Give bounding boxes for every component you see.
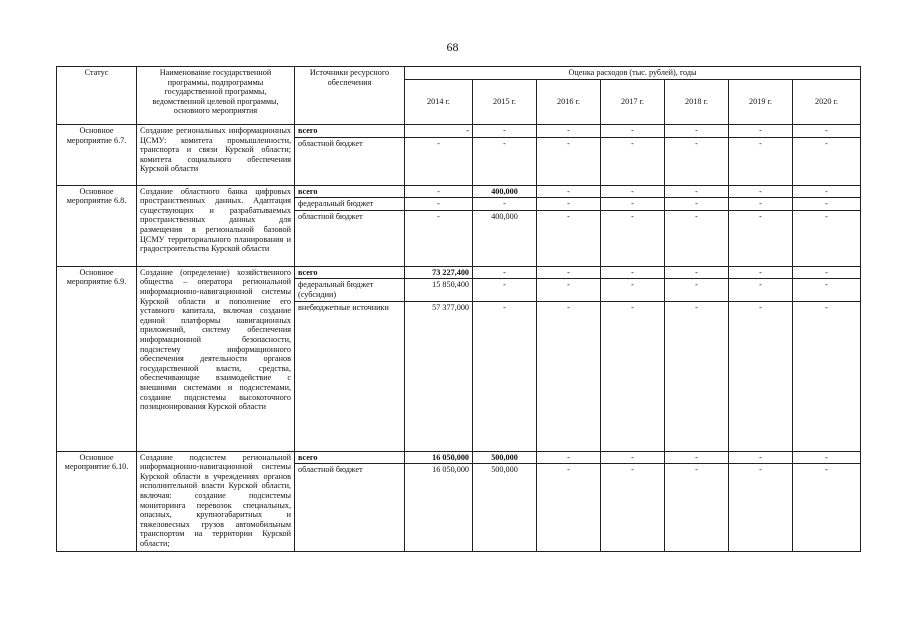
- value-cell: -: [601, 464, 665, 552]
- value-cell: -: [665, 464, 729, 552]
- value-cell: -: [405, 125, 473, 138]
- row-source: всего: [295, 185, 405, 198]
- header-year: 2020 г.: [793, 80, 861, 125]
- value-cell: -: [793, 279, 861, 301]
- value-cell: -: [665, 301, 729, 451]
- table-row: [57, 266, 861, 279]
- row-status: Основное мероприятие 6.8.: [57, 185, 137, 266]
- value-cell: -: [665, 137, 729, 185]
- value-cell: 400,000: [473, 210, 537, 266]
- value-cell: -: [537, 198, 601, 211]
- table-row: [57, 451, 861, 464]
- header-year: 2019 г.: [729, 80, 793, 125]
- value-cell: -: [473, 125, 537, 138]
- value-cell: -: [601, 301, 665, 451]
- value-cell: -: [601, 185, 665, 198]
- table-row: [57, 125, 861, 138]
- value-cell: -: [729, 451, 793, 464]
- row-source: областной бюджет: [295, 210, 405, 266]
- value-cell: 57 377,000: [405, 301, 473, 451]
- row-status: Основное мероприятие 6.10.: [57, 451, 137, 552]
- value-cell: -: [729, 185, 793, 198]
- row-source: внебюджетные источники: [295, 301, 405, 451]
- value-cell: -: [793, 185, 861, 198]
- header-status: Статус: [57, 67, 137, 125]
- value-cell: -: [665, 198, 729, 211]
- value-cell: -: [537, 266, 601, 279]
- header-year: 2015 г.: [473, 80, 537, 125]
- value-cell: 500,000: [473, 464, 537, 552]
- header-year: 2017 г.: [601, 80, 665, 125]
- value-cell: -: [405, 185, 473, 198]
- value-cell: -: [537, 137, 601, 185]
- value-cell: -: [729, 279, 793, 301]
- value-cell: -: [405, 137, 473, 185]
- row-source: всего: [295, 266, 405, 279]
- value-cell: -: [793, 137, 861, 185]
- value-cell: -: [601, 125, 665, 138]
- value-cell: -: [537, 125, 601, 138]
- value-cell: -: [729, 198, 793, 211]
- value-cell: -: [793, 198, 861, 211]
- value-cell: -: [601, 198, 665, 211]
- value-cell: 15 850,400: [405, 279, 473, 301]
- value-cell: -: [793, 266, 861, 279]
- row-source: областной бюджет: [295, 464, 405, 552]
- value-cell: -: [537, 279, 601, 301]
- value-cell: -: [793, 125, 861, 138]
- value-cell: -: [405, 210, 473, 266]
- value-cell: -: [473, 279, 537, 301]
- value-cell: -: [601, 137, 665, 185]
- row-name: Создание областного банка цифровых пространственных данных. Адаптация существующих и разрабатываемых пространственных данных для размещения в региональной базовой ЦСМУ территориального планирования и градостроительства Курской области: [137, 185, 295, 266]
- value-cell: -: [537, 464, 601, 552]
- row-name: Создание подсистем региональной информационно-навигационной системы Курской области в учреждениях органов исполнительной власти Курской области, включая: создание подсистемы мониторинга перевозок специальных, опасных, крупногабаритных и тяжеловесных грузов автомобильным транспортом на территории Курской области;: [137, 451, 295, 552]
- value-cell: -: [665, 185, 729, 198]
- value-cell: 500,000: [473, 451, 537, 464]
- row-source: федеральный бюджет: [295, 198, 405, 211]
- value-cell: -: [473, 137, 537, 185]
- header-year: 2014 г.: [405, 80, 473, 125]
- value-cell: -: [729, 464, 793, 552]
- header-estimate: Оценка расходов (тыс. рублей), годы: [405, 67, 861, 80]
- value-cell: -: [537, 301, 601, 451]
- value-cell: -: [665, 266, 729, 279]
- value-cell: -: [601, 279, 665, 301]
- row-status: Основное мероприятие 6.7.: [57, 125, 137, 186]
- header-year: 2016 г.: [537, 80, 601, 125]
- value-cell: -: [473, 266, 537, 279]
- row-status: Основное мероприятие 6.9.: [57, 266, 137, 451]
- value-cell: -: [601, 210, 665, 266]
- header-year: 2018 г.: [665, 80, 729, 125]
- value-cell: -: [793, 464, 861, 552]
- value-cell: 73 227,400: [405, 266, 473, 279]
- value-cell: -: [537, 210, 601, 266]
- header-name: Наименование государственной программы, подпрограммы государственной программы, ведомственной целевой программы, основного мероприятия: [137, 67, 295, 125]
- value-cell: -: [729, 137, 793, 185]
- value-cell: -: [793, 301, 861, 451]
- value-cell: -: [729, 125, 793, 138]
- row-name: Создание (определение) хозяйственного общества – оператора региональной информационно-навигационной системы Курской области и пополнение его уставного капитала, включая создание единой платформы навигационных приложений, систему обеспечения информационной безопасности, подсистему информационного обеспечения деятельности органов государственной власти, средства, обеспечивающие взаимодействие с внешними системами и подсистемами, создание подсистемы высокоточного позиционирования Курской области: [137, 266, 295, 451]
- value-cell: -: [665, 451, 729, 464]
- value-cell: -: [405, 198, 473, 211]
- value-cell: -: [665, 125, 729, 138]
- row-source: всего: [295, 125, 405, 138]
- value-cell: -: [601, 266, 665, 279]
- value-cell: -: [537, 185, 601, 198]
- value-cell: -: [665, 210, 729, 266]
- value-cell: -: [665, 279, 729, 301]
- row-source: всего: [295, 451, 405, 464]
- value-cell: -: [793, 210, 861, 266]
- row-name: Создание региональных информационных ЦСМУ: комитета промышленности, транспорта и связи Курской области; комитета социального обеспечения Курской области: [137, 125, 295, 186]
- value-cell: 16 050,000: [405, 451, 473, 464]
- value-cell: -: [793, 451, 861, 464]
- value-cell: -: [537, 451, 601, 464]
- header-sources: Источники ресурсного обеспечения: [295, 67, 405, 125]
- page-number: 68: [446, 40, 459, 54]
- value-cell: -: [601, 451, 665, 464]
- value-cell: -: [473, 198, 537, 211]
- value-cell: -: [473, 301, 537, 451]
- budget-table: [56, 66, 861, 552]
- value-cell: 16 050,000: [405, 464, 473, 552]
- value-cell: -: [729, 301, 793, 451]
- table-row: [57, 185, 861, 198]
- value-cell: 400,000: [473, 185, 537, 198]
- row-source: областной бюджет: [295, 137, 405, 185]
- value-cell: -: [729, 210, 793, 266]
- row-source: федеральный бюджет (субсидии): [295, 279, 405, 301]
- value-cell: -: [729, 266, 793, 279]
